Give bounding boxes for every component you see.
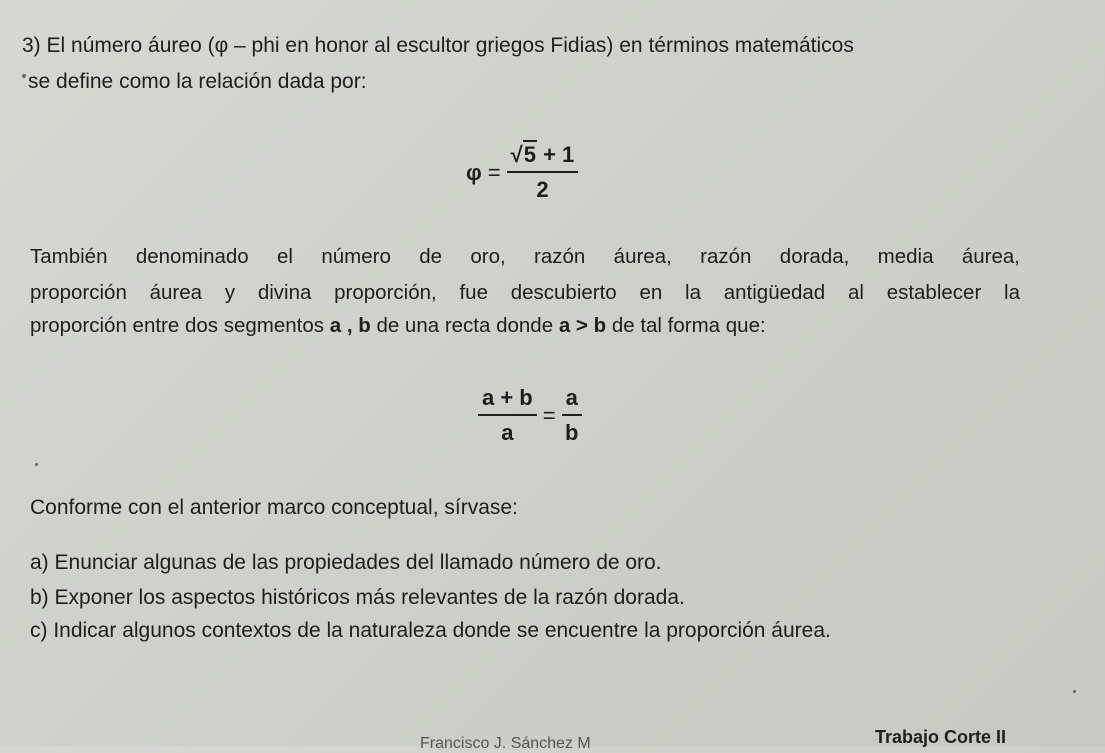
- question-title-line1: 3) El número áureo (φ – phi en honor al escultor griegos Fidias) en términos matemáticos: [22, 34, 854, 57]
- paper-speck: [35, 463, 38, 466]
- paragraph-line1: También denominado el número de oro, razón áurea, razón dorada, media áurea,: [30, 245, 1020, 268]
- proportion-formula: [478, 385, 582, 446]
- equals-sign: =: [542, 402, 556, 428]
- equals-sign: =: [487, 159, 501, 185]
- instruction-item-b: b) Exponer los aspectos históricos más relevantes de la razón dorada.: [30, 586, 685, 609]
- footer-label: Trabajo Corte II: [875, 727, 1007, 747]
- left-denominator: a: [501, 420, 514, 445]
- left-numerator: a + b: [478, 385, 537, 416]
- question-title-line2: se define como la relación dada por:: [28, 70, 367, 93]
- phi-symbol: φ: [466, 159, 482, 185]
- paragraph-line3: [30, 314, 766, 338]
- left-fraction: [478, 385, 537, 446]
- paragraph-line2: proporción áurea y divina proporción, fue descubierto en la antigüedad al establecer la: [30, 281, 1020, 304]
- golden-fraction: [507, 142, 579, 203]
- paragraph-line3-part-a: proporción entre dos segmentos: [30, 314, 325, 337]
- right-numerator: a: [562, 385, 582, 416]
- instruction-item-a: a) Enunciar algunas de las propiedades del llamado número de oro.: [30, 551, 662, 574]
- numerator-plus-one: + 1: [543, 142, 575, 167]
- paper-speck: [1073, 690, 1076, 693]
- segment-variables: a , b: [329, 314, 371, 337]
- instruction-item-c: c) Indicar algunos contextos de la naturaleza donde se encuentre la proporción áurea.: [30, 619, 831, 642]
- inequality: a > b: [558, 314, 607, 337]
- fraction-numerator: [507, 142, 579, 173]
- right-fraction: [562, 385, 582, 446]
- paragraph-line3-part-c: de tal forma que:: [611, 314, 766, 337]
- radicand: 5: [523, 142, 536, 167]
- paragraph-line3-part-b: de una recta donde: [376, 314, 554, 337]
- paper-speck: [22, 74, 26, 78]
- fraction-denominator: 2: [536, 177, 549, 202]
- right-denominator: b: [565, 420, 579, 445]
- square-root-icon: √5: [510, 142, 536, 167]
- instructions-intro: Conforme con el anterior marco conceptual, sírvase:: [30, 496, 518, 519]
- golden-ratio-formula: [466, 142, 578, 203]
- footer-author: Francisco J. Sánchez M: [420, 735, 591, 752]
